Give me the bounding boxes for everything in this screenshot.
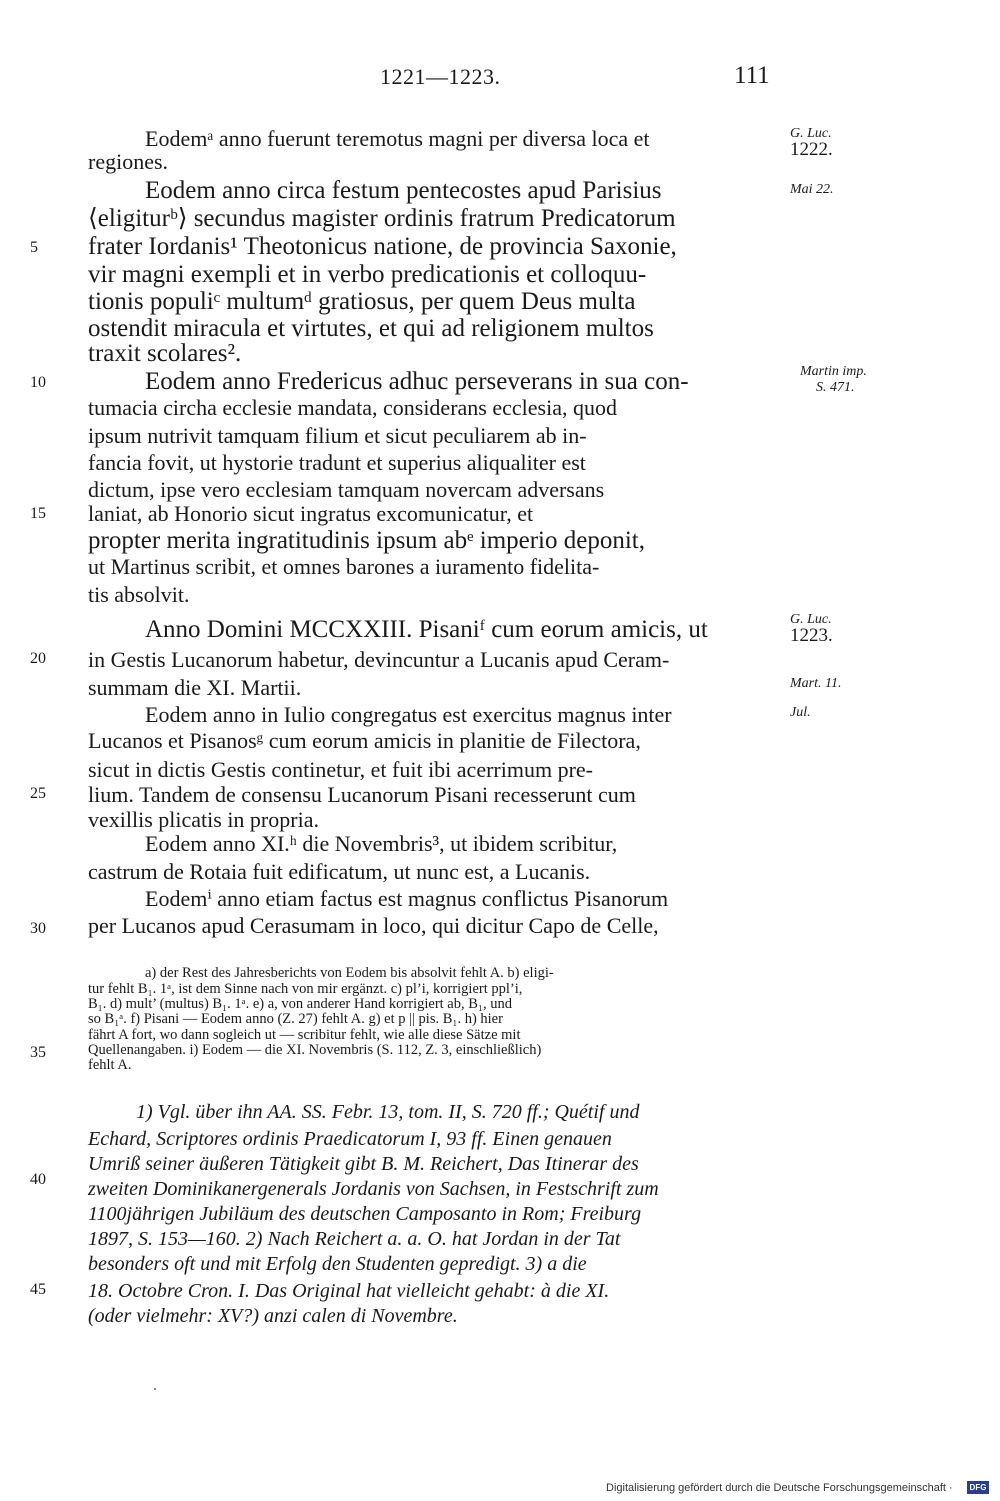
text-line: tis absolvit. [88,582,190,607]
text-line: Lucanos et Pisanosᵍ cum eorum amicis in planitie de Filectora, [88,728,641,753]
apparatus-line: so B₁ᵃ. f) Pisani — Eodem anno (Z. 27) fehlt A. g) et p || pis. B₁. h) hier [88,1011,503,1027]
text-line: summam die XI. Martii. [88,675,302,700]
apparatus-line: B₁. d) mult’ (multus) B₁. 1ᵃ. e) a, von anderer Hand korrigiert ab, B₁, und [88,996,512,1012]
margin-note-mart-11: Mart. 11. [790,676,842,691]
running-title: 1221—1223. [380,64,501,89]
page-header [0,64,1000,94]
footnote-line: Echard, Scriptores ordinis Praedicatorum I, 93 ff. Einen genauen [88,1128,612,1150]
footnote-line: 1897, S. 153—160. 2) Nach Reichert a. a. O. hat Jordan in der Tat [88,1228,621,1250]
text-line: Anno Domini MCCXXIII. Pisaniᶠ cum eorum amicis, ut [145,616,708,643]
margin-note-mai-22: Mai 22. [790,182,834,197]
line-number: 30 [30,920,46,937]
text-line: ipsum nutrivit tamquam filium et sicut peculiarem ab in- [88,423,587,448]
dfg-logo: DFG [967,1481,989,1494]
text-line: tionis populiᶜ multumᵈ gratiosus, per quem Deus multa [88,288,636,315]
text-line: Eodem anno circa festum pentecostes apud Parisius [145,177,662,204]
apparatus-line: a) der Rest des Jahresberichts von Eodem bis absolvit fehlt A. b) eligi- [145,965,554,981]
apparatus-line: Quellenangaben. i) Eodem — die XI. Novembris (S. 112, Z. 3, einschließlich) [88,1042,542,1058]
speck [154,1388,156,1390]
text-line: ostendit miracula et virtutes, et qui ad religionem multos [88,315,654,342]
footnote-line: zweiten Dominikanergenerals Jordanis von Sachsen, in Festschrift zum [88,1178,659,1200]
text-line: fancia fovit, ut hystorie tradunt et superius aliqualiter est [88,450,586,475]
line-number: 40 [30,1171,46,1188]
footnote-line: 18. Octobre Cron. I. Das Original hat vielleicht gehabt: à die XI. [88,1280,610,1302]
text-line: ut Martinus scribit, et omnes barones a iuramento fidelita- [88,554,600,579]
text-line: ⟨eligiturᵇ⟩ secundus magister ordinis fratrum Predicatorum [88,205,676,232]
text-line: dictum, ipse vero ecclesiam tamquam novercam adversans [88,477,605,502]
apparatus-line: fährt A fort, wo dann sogleich ut — scribitur fehlt, wie alle diese Sätze mit [88,1027,521,1043]
text-line: frater Iordanis¹ Theotonicus natione, de provincia Saxonie, [88,233,677,260]
margin-note-jul: Jul. [790,705,811,720]
footnote-line: 1) Vgl. über ihn AA. SS. Febr. 13, tom. II, S. 720 ff.; Quétif und [136,1101,640,1123]
text-line: traxit scolares². [88,340,242,367]
digitization-credit: Digitalisierung gefördert durch die Deutsche Forschungsgemeinschaft · [606,1482,953,1494]
text-line: lium. Tandem de consensu Lucanorum Pisani recesserunt cum [88,782,636,807]
text-line: sicut in dictis Gestis continetur, et fuit ibi acerrimum pre- [88,757,593,782]
text-line: tumacia circha ecclesie mandata, considerans ecclesia, quod [88,395,617,420]
line-number: 20 [30,650,46,667]
footnote-line: 1100jährigen Jubiläum des deutschen Camposanto in Rom; Freiburg [88,1203,642,1225]
text-line: vexillis plicatis in propria. [88,807,319,832]
text-line: Eodemᵃ anno fuerunt teremotus magni per diversa loca et [145,126,650,151]
text-line: Eodem anno Fredericus adhuc perseverans in sua con- [145,368,689,395]
text-line: per Lucanos apud Cerasumam in loco, qui dicitur Capo de Celle, [88,913,659,938]
line-number: 25 [30,785,46,802]
footnote-line: besonders oft und mit Erfolg den Studenten gepredigt. 3) a die [88,1253,587,1275]
line-number: 35 [30,1044,46,1061]
footnote-line: Umriß seiner äußeren Tätigkeit gibt B. M. Reichert, Das Itinerar des [88,1153,639,1175]
text-line: vir magni exempli et in verbo predicationis et colloquu- [88,261,647,288]
line-number: 10 [30,374,46,391]
line-number: 45 [30,1281,46,1298]
text-line: Eodem anno in Iulio congregatus est exercitus magnus inter [145,702,672,727]
text-line: in Gestis Lucanorum habetur, devincuntur a Lucanis apud Ceram- [88,647,670,672]
apparatus-line: tur fehlt B₁. 1ᵃ, ist dem Sinne nach von mir ergänzt. c) pl’i, korrigiert ppl’i, [88,981,523,997]
margin-note-martin-imp: Martin imp. S. 471. [800,364,867,395]
text-line: castrum de Rotaia fuit edificatum, ut nunc est, a Lucanis. [88,859,591,884]
page-number: 111 [734,62,770,89]
text-line: laniat, ab Honorio sicut ingratus excomunicatur, et [88,501,534,526]
text-line: regiones. [88,149,169,174]
margin-note-g-luc-1222: G. Luc. 1222. [790,126,833,160]
footnote-line: (oder vielmehr: XV?) anzi calen di Novembre. [88,1305,458,1327]
line-number: 5 [30,239,38,256]
line-number: 15 [30,505,46,522]
margin-note-g-luc-1223: G. Luc. 1223. [790,612,833,646]
apparatus-line: fehlt A. [88,1057,132,1073]
text-line: propter merita ingratitudinis ipsum abᵉ imperio deponit, [88,527,645,554]
text-line: Eodemⁱ anno etiam factus est magnus conflictus Pisanorum [145,886,669,911]
text-line: Eodem anno XI.ʰ die Novembris³, ut ibidem scribitur, [145,831,618,856]
